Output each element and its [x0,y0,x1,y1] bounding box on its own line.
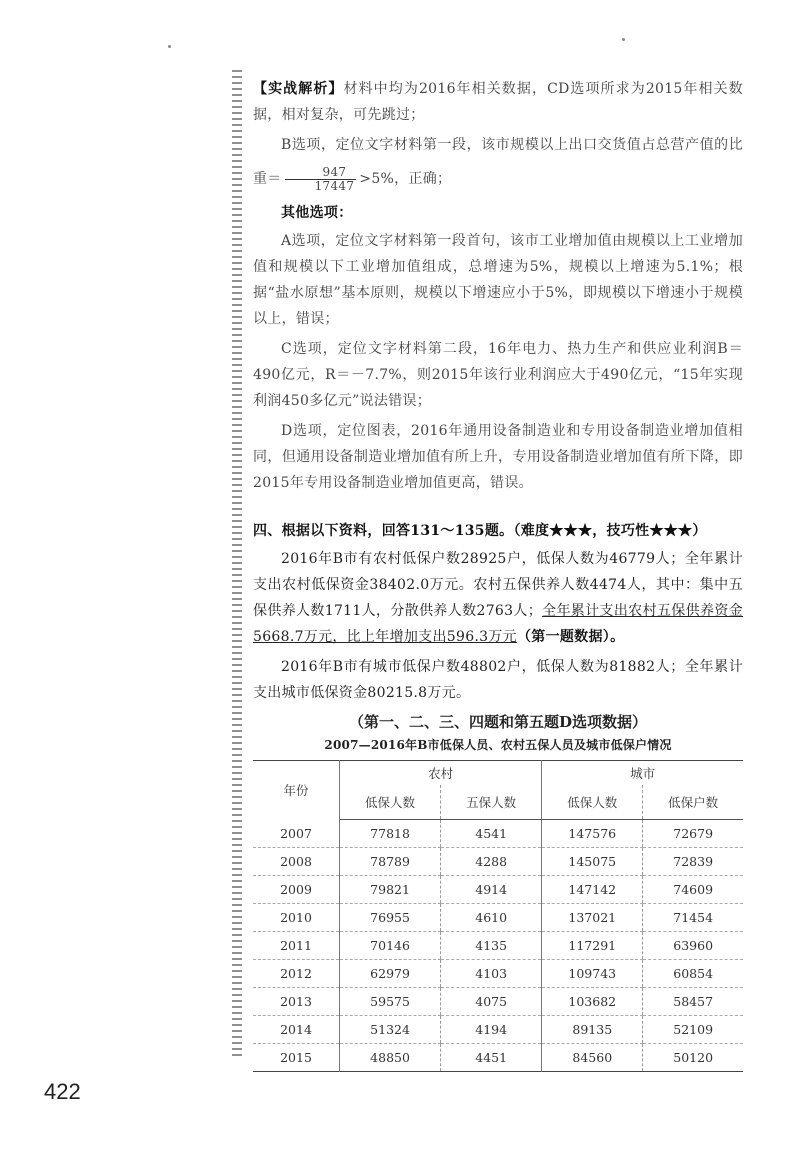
analysis-label: 【实战解析】 [253,81,344,97]
year-cell: 2012 [253,960,340,988]
speck [622,38,625,41]
table-row [253,904,743,932]
urban-low-income-cell: 109743 [542,960,643,988]
material-paragraph-2: 2016年B市有城市低保户数48802户，低保人数为81882人；全年累计支出城市低保资金80215.8万元。 [253,659,743,701]
table-row [253,876,743,904]
content-column [253,76,743,1072]
column-header: 低保户数 [643,785,743,820]
option-b-paragraph: B选项，定位文字材料第一段，该市规模以上出口交货值占总营产值的比重＝ $\frac{947}{17447}$ >5%，正确； [253,137,743,193]
rural-group-header: 农村 [340,761,542,786]
table-title: 2007—2016年B市低保人员、农村五保人员及城市低保户情况 [324,738,672,752]
column-header: 五保人数 [441,785,542,820]
rural-five-guarantee-cell: 4075 [441,988,542,1016]
wavy-border [232,70,242,1060]
urban-households-cell: 52109 [643,1016,743,1044]
table-caption: （第一、二、三、四题和第五题D选项数据） [348,713,647,731]
table-row [253,960,743,988]
urban-low-income-cell: 89135 [542,1016,643,1044]
urban-households-cell: 63960 [643,932,743,960]
urban-low-income-cell: 137021 [542,904,643,932]
urban-households-cell: 60854 [643,960,743,988]
data-table [253,760,743,1072]
urban-households-cell: 50120 [643,1044,743,1072]
rural-low-income-cell: 48850 [370,1050,410,1065]
rural-low-income-cell: 70146 [340,932,441,960]
rural-five-guarantee-cell: 4541 [441,820,542,848]
urban-group-header: 城市 [630,766,656,781]
rural-low-income-cell: 62979 [340,960,441,988]
rural-five-guarantee-cell: 4288 [441,848,542,876]
urban-households-cell: 74609 [643,876,743,904]
rural-five-guarantee-cell: 4194 [441,1016,542,1044]
table-row [253,1016,743,1044]
urban-low-income-cell: 147576 [542,820,643,848]
year-cell: 2007 [253,820,340,848]
underlined-data: 全年累计支出农村五保供养资金5668.7万元，比上年增加支出596.3万元 [253,603,743,645]
rural-low-income-cell: 77818 [340,820,441,848]
urban-low-income-cell: 117291 [542,932,643,960]
year-cell: 2011 [253,932,340,960]
rural-low-income-cell: 51324 [340,1016,441,1044]
table-row [253,1044,743,1072]
analysis-intro: 【实战解析】材料中均为2016年相关数据，CD选项所求为2015年相关数据，相对复杂，可先跳过； [253,81,743,123]
other-options-heading: 其他选项： [281,205,353,221]
urban-households-cell: 58457 [643,988,743,1016]
section-heading: 四、根据以下资料，回答131～135题。（难度★★★，技巧性★★★） [253,523,707,539]
material-paragraph-1: 2016年B市有农村低保户数28925户，低保人数为46779人；全年累计支出农村低保资金38402.0万元。农村五保供养人数4474人，其中：集中五保供养人数1711人，分散供养人数2763人；全年累计支出农村五保供养资金5668.7万元，比上年增加支出596.3万元（第一题数据）。 [253,551,743,645]
urban-households-cell: 72679 [643,820,743,848]
rural-five-guarantee-cell: 4914 [441,876,542,904]
urban-low-income-cell: 145075 [542,848,643,876]
rural-five-guarantee-cell: 4103 [441,960,542,988]
urban-households-cell: 72839 [643,848,743,876]
urban-low-income-cell: 84560 [572,1050,613,1065]
page-number: 422 [44,1079,81,1104]
option-c-paragraph: C选项，定位文字材料第二段，16年电力、热力生产和供应业利润B＝490亿元，R＝－7.7%，则2015年该行业利润应大于490亿元，“15年实现利润450多亿元”说法错误； [253,341,743,409]
year-header: 年份 [253,761,340,820]
table-row [253,932,743,960]
option-a-paragraph: A选项，定位文字材料第一段首句，该市工业增加值由规模以上工业增加值和规模以下工业增加值组成，总增速为5%，规模以上增速为5.1%；根据“盐水原想”基本原则，规模以下增速应小于5%，即规模以下增速小于规模以上，错误； [253,233,743,327]
year-cell: 2008 [253,848,340,876]
rural-five-guarantee-cell: 4451 [441,1044,542,1072]
year-cell: 2015 [253,1044,340,1072]
year-cell: 2009 [253,876,340,904]
urban-low-income-cell: 103682 [542,988,643,1016]
rural-low-income-cell: 76955 [340,904,441,932]
speck [168,45,171,48]
rural-five-guarantee-cell: 4135 [441,932,542,960]
year-cell: 2014 [253,1016,340,1044]
column-header: 低保人数 [542,785,643,820]
year-cell: 2010 [253,904,340,932]
rural-low-income-cell: 78789 [340,848,441,876]
rural-low-income-cell: 59575 [340,988,441,1016]
urban-households-cell: 71454 [643,904,743,932]
column-header: 低保人数 [340,785,441,820]
fraction: $\frac{947}{17447}$ [285,166,357,193]
table-row [253,988,743,1016]
year-cell: 2013 [253,988,340,1016]
option-d-paragraph: D选项，定位图表，2016年通用设备制造业和专用设备制造业增加值相同，但通用设备制造业增加值有所上升，专用设备制造业增加值有所下降，即2015年专用设备制造业增加值更高，错误。 [253,423,743,491]
table-row [253,820,743,848]
table-body [253,820,743,1072]
rural-low-income-cell: 79821 [340,876,441,904]
table-row [253,848,743,876]
rural-five-guarantee-cell: 4610 [441,904,542,932]
urban-low-income-cell: 147142 [542,876,643,904]
